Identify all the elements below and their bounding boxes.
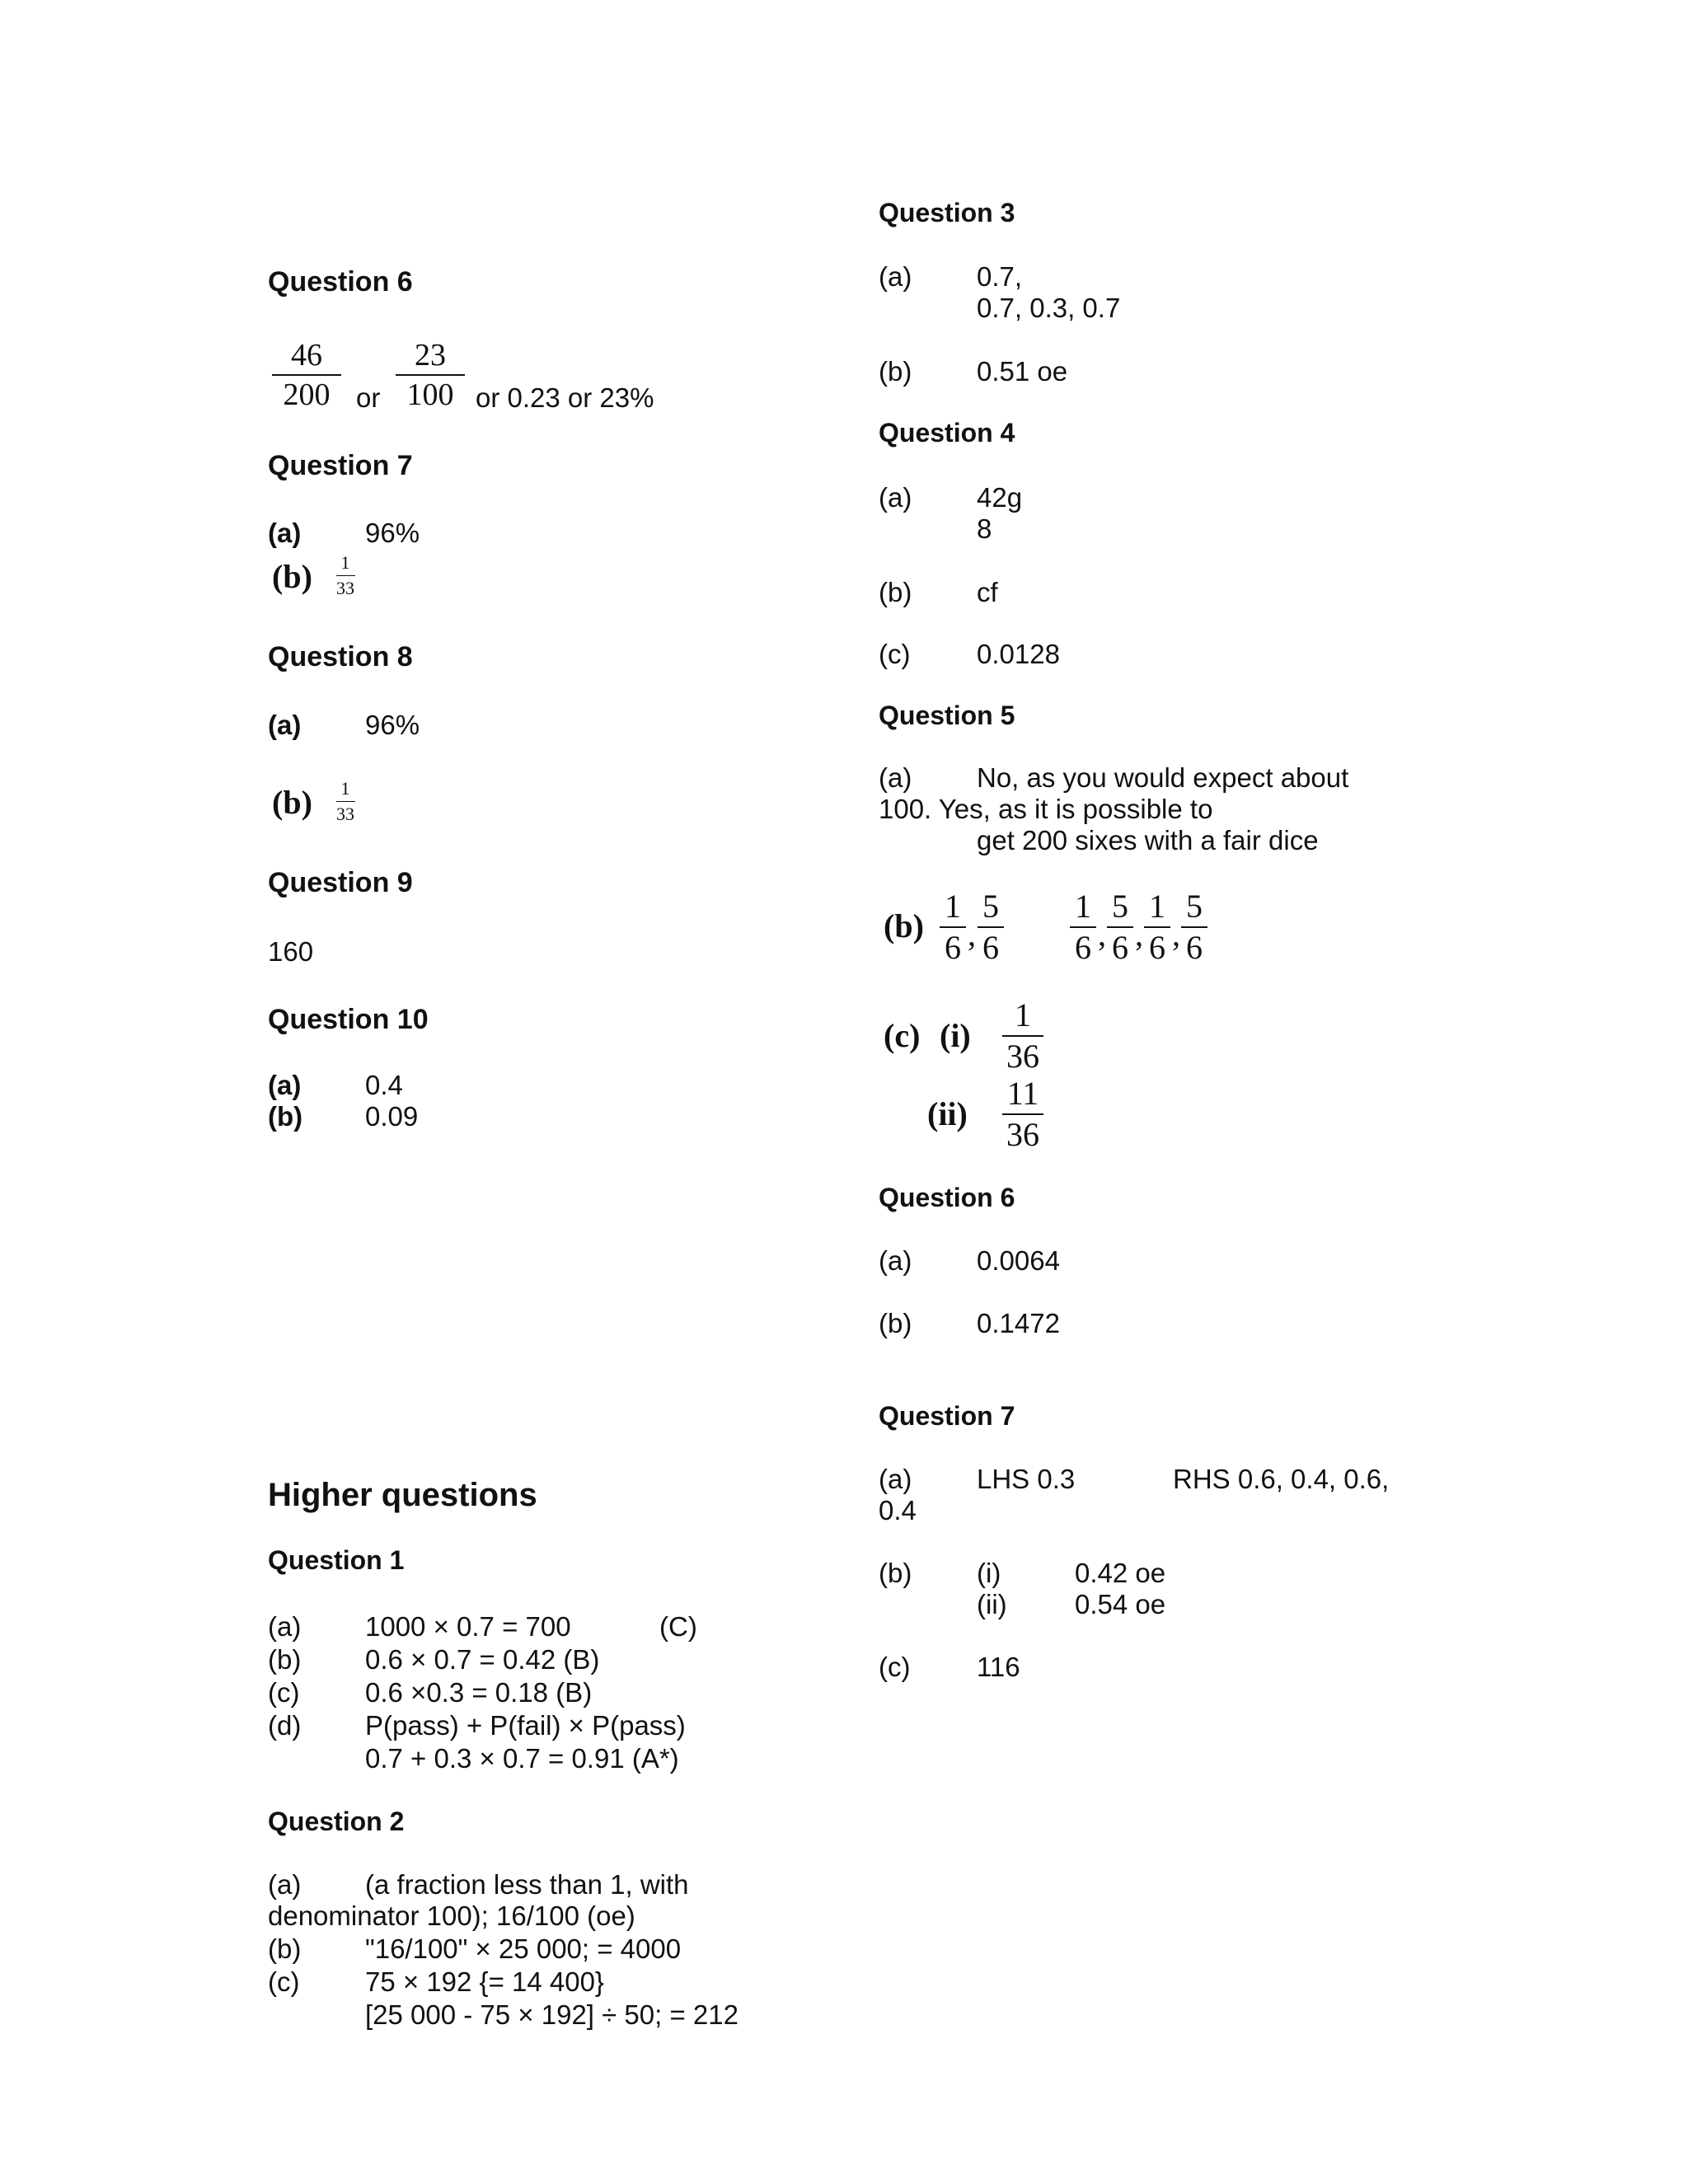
r-q5-b-den: 6 bbox=[1075, 929, 1091, 966]
hq2-b-label: (b) bbox=[268, 1933, 302, 1964]
hq1-d-line2: 0.7 + 0.3 × 0.7 = 0.91 (A*) bbox=[365, 1743, 679, 1774]
q8-b-denominator: 33 bbox=[336, 804, 354, 824]
r-q5-b-fraction bbox=[940, 890, 966, 964]
q6-alternatives: or 0.23 or 23% bbox=[476, 382, 654, 413]
r-q6-b-value: 0.1472 bbox=[977, 1308, 1060, 1338]
q10-heading: Question 10 bbox=[268, 1004, 429, 1035]
q8-b-fraction bbox=[331, 780, 359, 823]
q10-a-value: 0.4 bbox=[365, 1070, 403, 1100]
r-q7-bii-label: (ii) bbox=[977, 1589, 1007, 1619]
q7-a-value: 96% bbox=[365, 518, 420, 548]
hq2-a-label: (a) bbox=[268, 1869, 302, 1900]
r-q3-b-label: (b) bbox=[879, 356, 912, 387]
hq2-c-line2: [25 000 - 75 × 192] ÷ 50; = 212 bbox=[365, 1999, 738, 2030]
r-q5-c-label: (c) bbox=[884, 1017, 921, 1054]
r-q4-a-line1: 42g bbox=[977, 482, 1023, 513]
r-q3-a-label: (a) bbox=[879, 261, 912, 292]
r-q5-b-num: 5 bbox=[978, 890, 1004, 928]
r-q3-a-line1: 0.7, bbox=[977, 261, 1023, 292]
q7-b-fraction bbox=[331, 554, 359, 598]
q6-fraction-1 bbox=[272, 340, 341, 410]
r-q7-a-label: (a) bbox=[879, 1464, 912, 1494]
r-q6-a-label: (a) bbox=[879, 1245, 912, 1276]
q9-value: 160 bbox=[268, 936, 314, 967]
r-q5-cii-den: 36 bbox=[1006, 1116, 1039, 1153]
r-q5-ci-num: 1 bbox=[1002, 999, 1043, 1037]
hq2-c-line1: 75 × 192 {= 14 400} bbox=[365, 1966, 604, 1997]
r-q5-cii-num: 11 bbox=[1002, 1077, 1044, 1115]
hq2-a-line1: (a fraction less than 1, with bbox=[365, 1869, 689, 1900]
r-q5-b-fraction bbox=[978, 890, 1004, 964]
r-q5-b-num: 1 bbox=[1144, 890, 1170, 928]
r-q7-c-value: 116 bbox=[977, 1652, 1020, 1682]
q6-or: or bbox=[356, 382, 381, 413]
r-q5-b-num: 5 bbox=[1107, 890, 1133, 928]
q6-fraction-2 bbox=[396, 340, 465, 410]
r-q5-b-den: 6 bbox=[982, 929, 999, 966]
r-q5-ci-label: (i) bbox=[940, 1017, 971, 1054]
r-q5-b-den: 6 bbox=[945, 929, 961, 966]
q10-a-label: (a) bbox=[268, 1070, 302, 1100]
r-q5-b-comma: , bbox=[1135, 916, 1143, 953]
q7-heading: Question 7 bbox=[268, 450, 413, 481]
r-q7-a-lhs: LHS 0.3 bbox=[977, 1464, 1076, 1494]
r-q3-a-line2: 0.7, 0.3, 0.7 bbox=[977, 293, 1121, 323]
r-q4-b-label: (b) bbox=[879, 577, 912, 607]
hq1-d-label: (d) bbox=[268, 1710, 302, 1741]
r-q4-b-value: cf bbox=[977, 577, 998, 607]
q8-a-value: 96% bbox=[365, 710, 420, 740]
q6-frac1-numerator: 46 bbox=[272, 340, 341, 376]
hq1-b-label: (b) bbox=[268, 1644, 302, 1675]
q8-b-numerator: 1 bbox=[336, 780, 355, 802]
hq1-heading: Question 1 bbox=[268, 1545, 405, 1575]
q6-frac2-denominator: 100 bbox=[406, 377, 454, 412]
hq2-a-line2: denominator 100); 16/100 (oe) bbox=[268, 1900, 635, 1931]
q7-b-numerator: 1 bbox=[336, 554, 355, 576]
r-q7-a-rhs: RHS 0.6, 0.4, 0.6, bbox=[1173, 1464, 1390, 1494]
r-q5-a-line1: No, as you would expect about bbox=[977, 762, 1349, 793]
q7-b-label: (b) bbox=[272, 558, 312, 595]
r-q7-bii-value: 0.54 oe bbox=[1075, 1589, 1166, 1619]
q7-a-label: (a) bbox=[268, 518, 302, 548]
r-q4-heading: Question 4 bbox=[879, 418, 1015, 448]
r-q7-c-label: (c) bbox=[879, 1652, 911, 1682]
hq1-b-text: 0.6 × 0.7 = 0.42 (B) bbox=[365, 1644, 600, 1675]
q8-heading: Question 8 bbox=[268, 641, 413, 673]
hq1-d-text: P(pass) + P(fail) × P(pass) bbox=[365, 1710, 686, 1741]
hq2-heading: Question 2 bbox=[268, 1807, 405, 1836]
r-q5-b-fraction bbox=[1144, 890, 1170, 964]
r-q5-a-line3: get 200 sixes with a fair dice bbox=[977, 825, 1319, 855]
q6-heading: Question 6 bbox=[268, 266, 413, 298]
r-q3-b-value: 0.51 oe bbox=[977, 356, 1068, 387]
q6-frac1-denominator: 200 bbox=[283, 377, 331, 412]
hq2-b-text: "16/100" × 25 000; = 4000 bbox=[365, 1933, 682, 1964]
hq2-c-label: (c) bbox=[268, 1966, 300, 1997]
r-q5-b-num: 5 bbox=[1181, 890, 1207, 928]
q6-frac2-numerator: 23 bbox=[396, 340, 465, 376]
q10-b-label: (b) bbox=[268, 1101, 303, 1132]
r-q6-a-value: 0.0064 bbox=[977, 1245, 1060, 1276]
r-q5-b-fraction bbox=[1107, 890, 1133, 964]
r-q3-heading: Question 3 bbox=[879, 198, 1015, 227]
r-q5-heading: Question 5 bbox=[879, 701, 1015, 730]
r-q5-b-comma: , bbox=[1098, 916, 1106, 953]
hq1-a-text: 1000 × 0.7 = 700 bbox=[365, 1611, 571, 1642]
r-q5-b-label: (b) bbox=[884, 907, 924, 944]
r-q7-heading: Question 7 bbox=[879, 1401, 1015, 1431]
q7-b-denominator: 33 bbox=[336, 578, 354, 598]
q10-b-value: 0.09 bbox=[365, 1101, 419, 1132]
r-q5-b-den: 6 bbox=[1186, 929, 1203, 966]
r-q7-b-label: (b) bbox=[879, 1558, 912, 1588]
higher-questions-heading: Higher questions bbox=[268, 1477, 537, 1513]
r-q6-heading: Question 6 bbox=[879, 1183, 1015, 1212]
r-q7-bi-value: 0.42 oe bbox=[1075, 1558, 1166, 1588]
r-q5-b-fraction bbox=[1181, 890, 1207, 964]
r-q5-b-fraction bbox=[1070, 890, 1096, 964]
r-q4-a-line2: 8 bbox=[977, 513, 992, 544]
r-q5-a-label: (a) bbox=[879, 762, 912, 793]
q9-heading: Question 9 bbox=[268, 867, 413, 898]
r-q7-a-line2: 0.4 bbox=[879, 1495, 917, 1526]
r-q5-a-line2: 100. Yes, as it is possible to bbox=[879, 794, 1213, 824]
r-q7-bi-label: (i) bbox=[977, 1558, 1001, 1588]
r-q5-b-den: 6 bbox=[1112, 929, 1128, 966]
r-q5-cii-label: (ii) bbox=[927, 1095, 968, 1132]
r-q6-b-label: (b) bbox=[879, 1308, 912, 1338]
r-q5-b-den: 6 bbox=[1149, 929, 1165, 966]
r-q5-b-num: 1 bbox=[1070, 890, 1096, 928]
r-q4-c-label: (c) bbox=[879, 639, 911, 669]
r-q5-ci-fraction bbox=[1001, 996, 1044, 1075]
hq1-c-label: (c) bbox=[268, 1677, 300, 1708]
q8-b-label: (b) bbox=[272, 784, 312, 821]
r-q5-ci-den: 36 bbox=[1006, 1038, 1039, 1075]
r-q4-a-label: (a) bbox=[879, 482, 912, 513]
r-q5-b-comma: , bbox=[968, 916, 976, 953]
r-q5-b-num: 1 bbox=[940, 890, 966, 928]
q8-a-label: (a) bbox=[268, 710, 302, 740]
hq1-a-label: (a) bbox=[268, 1611, 302, 1642]
r-q5-cii-fraction bbox=[1001, 1077, 1044, 1151]
hq1-c-text: 0.6 ×0.3 = 0.18 (B) bbox=[365, 1677, 593, 1708]
r-q5-b-comma: , bbox=[1172, 916, 1180, 953]
hq1-a-grade: (C) bbox=[659, 1611, 697, 1642]
r-q4-c-value: 0.0128 bbox=[977, 639, 1060, 669]
